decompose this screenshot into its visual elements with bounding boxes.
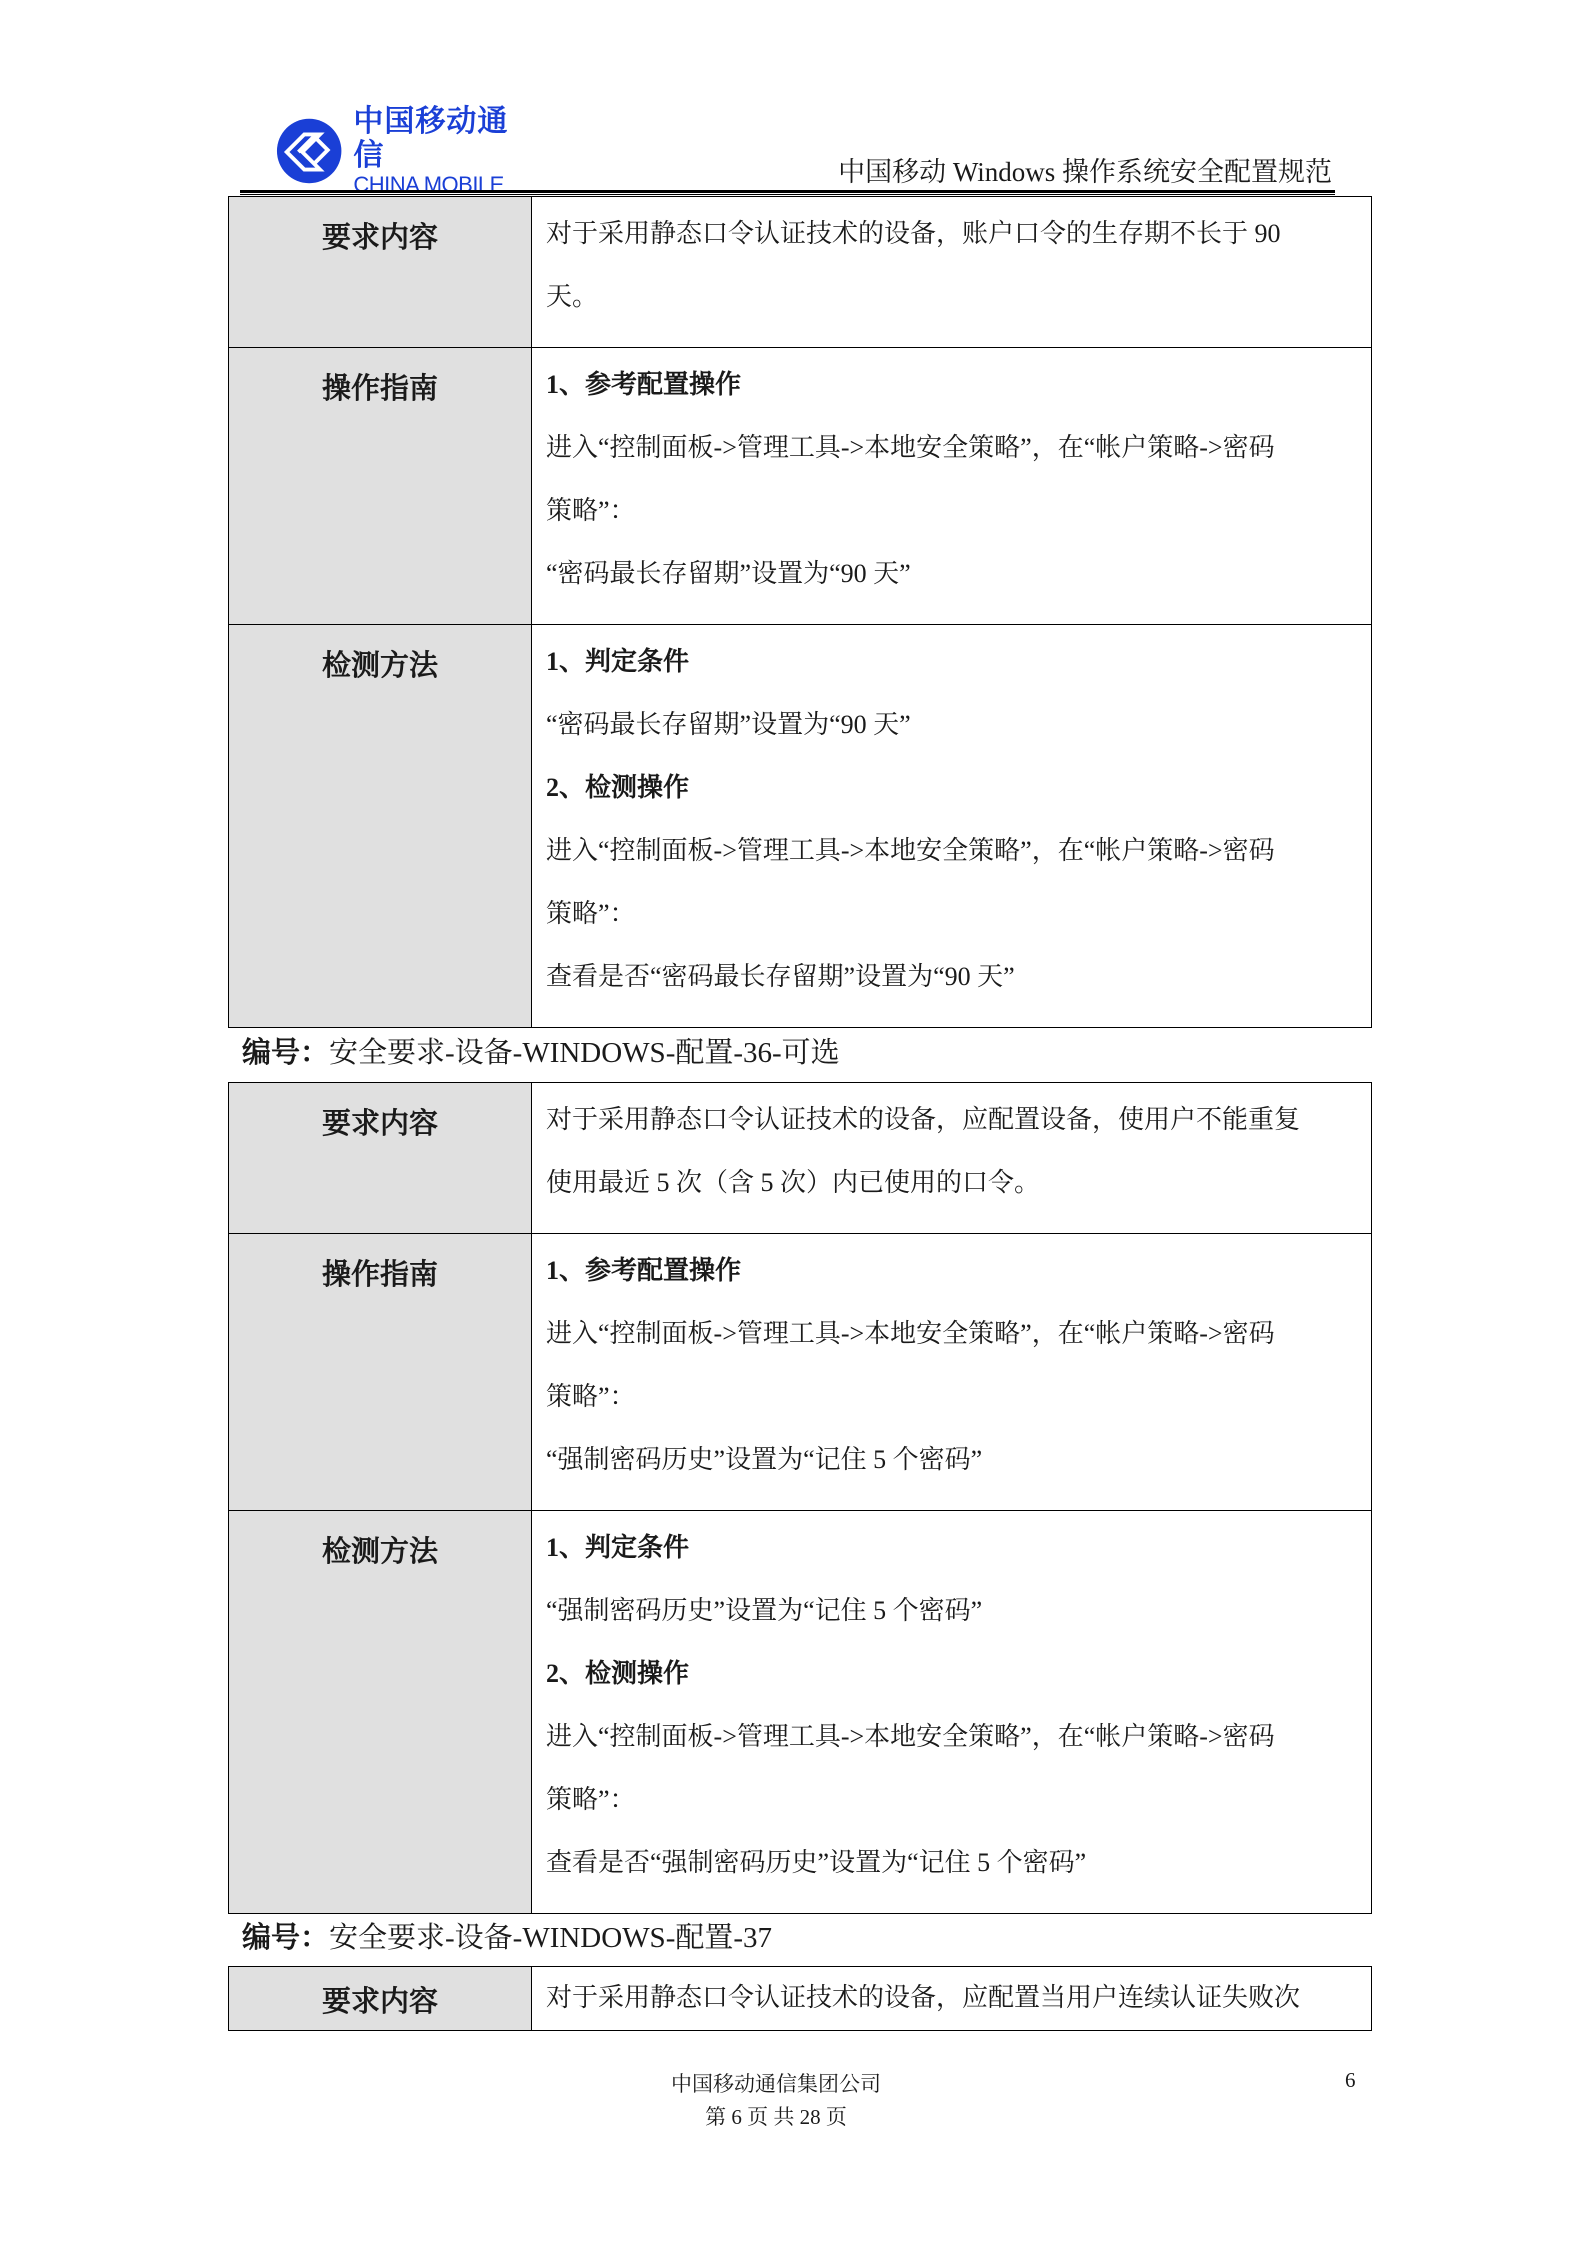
row-label: 操作指南 bbox=[229, 348, 532, 625]
section-id-value: 安全要求-设备-WINDOWS-配置-37 bbox=[329, 1922, 773, 1954]
content-line: 进入“控制面板->管理工具->本地安全策略”，在“帐户策略->密码 bbox=[546, 1722, 1275, 1751]
content-line: 对于采用静态口令认证技术的设备，应配置当用户连续认证失败次 bbox=[546, 1983, 1301, 2012]
content-line: 策略”： bbox=[546, 496, 636, 525]
page-number: 6 bbox=[1345, 2068, 1356, 2092]
content-line: 策略”： bbox=[546, 1785, 636, 1814]
requirement-table-35 bbox=[228, 196, 1372, 1028]
content-line: 策略”： bbox=[546, 899, 636, 928]
content-line: 1、参考配置操作 bbox=[546, 1256, 742, 1285]
row-content bbox=[532, 1967, 1372, 2031]
section-heading-37 bbox=[242, 1915, 772, 1956]
content-line: 查看是否“强制密码历史”设置为“记住 5 个密码” bbox=[546, 1848, 1087, 1877]
table-row bbox=[229, 1234, 1372, 1511]
requirement-table-37 bbox=[228, 1966, 1372, 2031]
content-line: 2、检测操作 bbox=[546, 773, 690, 802]
content-line: 对于采用静态口令认证技术的设备，应配置设备，使用户不能重复 bbox=[546, 1105, 1301, 1134]
china-mobile-logo bbox=[275, 105, 535, 197]
section-id-label: 编号： bbox=[242, 1920, 330, 1954]
section-heading-36 bbox=[242, 1030, 840, 1071]
logo-en-text: CHINA MOBILE bbox=[353, 172, 504, 197]
content-line: 进入“控制面板->管理工具->本地安全策略”，在“帐户策略->密码 bbox=[546, 836, 1275, 865]
document-title: 中国移动 Windows 操作系统安全配置规范 bbox=[838, 157, 1332, 187]
row-content bbox=[532, 1234, 1372, 1511]
content-line: 1、判定条件 bbox=[546, 1533, 690, 1562]
china-mobile-logo-icon bbox=[275, 116, 343, 186]
row-content bbox=[532, 625, 1372, 1028]
content-line: 天。 bbox=[546, 282, 599, 311]
table-row bbox=[229, 197, 1372, 348]
logo-cn-text: 中国移动通信 bbox=[353, 105, 509, 172]
table-row bbox=[229, 1967, 1372, 2031]
content-line: 策略”： bbox=[546, 1382, 636, 1411]
table-row bbox=[229, 1511, 1372, 1914]
row-content bbox=[532, 1511, 1372, 1914]
row-label: 要求内容 bbox=[229, 1083, 532, 1234]
content-line: 使用最近 5 次（含 5 次）内已使用的口令。 bbox=[546, 1168, 1041, 1197]
content-line: “密码最长存留期”设置为“90 天” bbox=[546, 559, 911, 588]
row-label: 检测方法 bbox=[229, 625, 532, 1028]
content-line: 1、参考配置操作 bbox=[546, 370, 742, 399]
content-line: 进入“控制面板->管理工具->本地安全策略”，在“帐户策略->密码 bbox=[546, 1319, 1275, 1348]
content-line: 进入“控制面板->管理工具->本地安全策略”，在“帐户策略->密码 bbox=[546, 433, 1275, 462]
content-line: “强制密码历史”设置为“记住 5 个密码” bbox=[546, 1596, 983, 1625]
section-id-label: 编号： bbox=[242, 1035, 330, 1069]
row-label: 检测方法 bbox=[229, 1511, 532, 1914]
content-line: 对于采用静态口令认证技术的设备，账户口令的生存期不长于 90 bbox=[546, 219, 1281, 248]
row-content bbox=[532, 348, 1372, 625]
table-row bbox=[229, 625, 1372, 1028]
row-label: 要求内容 bbox=[229, 1967, 532, 2031]
content-line: 1、判定条件 bbox=[546, 647, 690, 676]
requirement-table-36 bbox=[228, 1082, 1372, 1914]
footer-page-info: 第 6 页 共 28 页 bbox=[705, 2105, 847, 2129]
row-label: 要求内容 bbox=[229, 197, 532, 348]
content-line: “密码最长存留期”设置为“90 天” bbox=[546, 710, 911, 739]
row-label: 操作指南 bbox=[229, 1234, 532, 1511]
content-line: “强制密码历史”设置为“记住 5 个密码” bbox=[546, 1445, 983, 1474]
row-content bbox=[532, 197, 1372, 348]
content-line: 2、检测操作 bbox=[546, 1659, 690, 1688]
table-row bbox=[229, 348, 1372, 625]
content-line: 查看是否“密码最长存留期”设置为“90 天” bbox=[546, 962, 1015, 991]
header-divider bbox=[240, 190, 1335, 195]
table-row bbox=[229, 1083, 1372, 1234]
section-id-value: 安全要求-设备-WINDOWS-配置-36-可选 bbox=[329, 1037, 840, 1069]
row-content bbox=[532, 1083, 1372, 1234]
footer-company: 中国移动通信集团公司 bbox=[671, 2072, 881, 2096]
